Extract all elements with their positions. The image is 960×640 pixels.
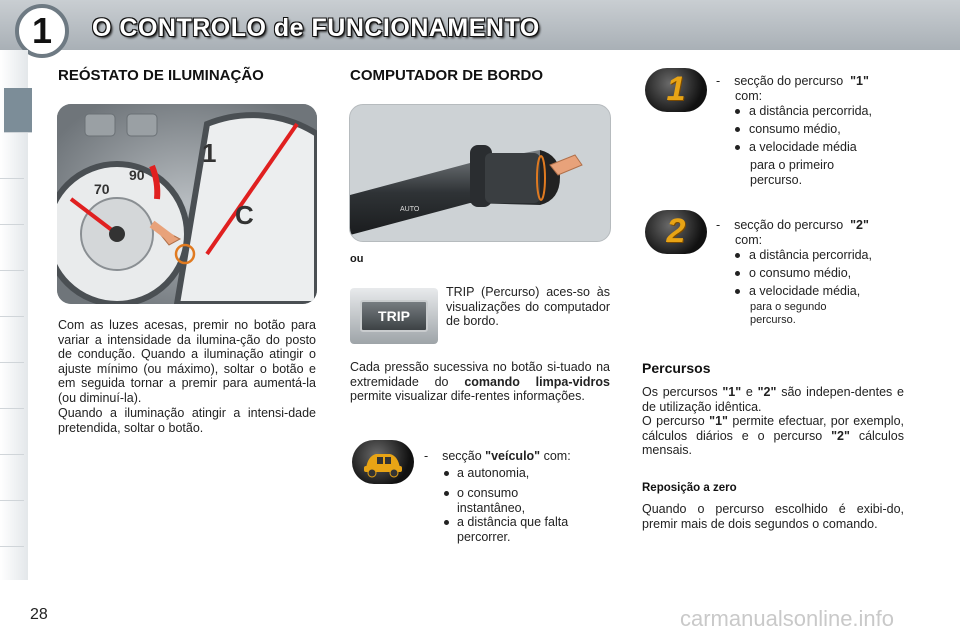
- gauge-tick-90: 90: [129, 167, 145, 183]
- chapter-tab-active[interactable]: [4, 88, 32, 133]
- bullet-icon: [444, 520, 449, 525]
- trips-p1a: Os percursos: [642, 385, 718, 399]
- chapter-tab[interactable]: [0, 318, 24, 363]
- vehicle-badge: [352, 440, 414, 484]
- vehicle-item-1: a autonomia,: [457, 466, 530, 480]
- wiper-stalk-graphic: [350, 105, 610, 241]
- car-icon: [352, 440, 414, 484]
- trips-paragraph-2: [642, 414, 904, 458]
- press-description: [350, 360, 610, 404]
- trip-1-note: para o primeiro percurso.: [750, 158, 835, 187]
- trips-p2e: cálculos mensais.: [642, 428, 904, 457]
- stalk-label: AUTO: [400, 206, 420, 213]
- watermark: carmanualsonline.info: [680, 606, 895, 631]
- bullet-icon: [735, 109, 740, 114]
- trip-1-item-1: a distância percorrida,: [749, 104, 872, 118]
- trips-paragraph-1: [642, 385, 904, 414]
- chapter-number-badge: 1: [15, 4, 69, 58]
- trip-2-suffix: com:: [735, 232, 763, 247]
- trip-button-illustration: [350, 288, 438, 344]
- chapter-tab[interactable]: [0, 272, 24, 317]
- vehicle-item-2: o consumo instantâneo,: [457, 486, 526, 515]
- trip-2-name: "2": [850, 218, 869, 232]
- header-bar: [0, 0, 960, 50]
- trips-p1e: são indepen-dentes e de utilização idêntica.: [642, 385, 904, 414]
- press-text-b: comando limpa-vidros: [464, 374, 610, 389]
- trip-button[interactable]: TRIP: [360, 300, 428, 332]
- trip-2-item-2: o consumo médio,: [749, 266, 852, 280]
- trip-1-name: "1": [850, 74, 869, 88]
- chapter-tab[interactable]: [0, 180, 24, 225]
- trip-2-prefix: secção do percurso: [734, 218, 844, 232]
- trip-1-badge: [645, 68, 707, 112]
- trip-2-badge-number: 2: [666, 212, 686, 250]
- chapter-tab[interactable]: [0, 456, 24, 501]
- trip-1-badge-number: 1: [666, 70, 686, 108]
- vehicle-item-3: a distância que falta percorrer.: [457, 515, 569, 544]
- trips-p2b: "1": [709, 414, 728, 428]
- dimmer-paragraph-2: Quando a iluminação atingir a intensi-dade pretendida, soltar o botão.: [58, 406, 316, 435]
- trips-heading: Percursos: [642, 360, 711, 376]
- gauge-tick-1: 1: [202, 138, 217, 168]
- vehicle-line: [424, 449, 571, 464]
- trip-1-item-2: consumo médio,: [749, 122, 841, 136]
- chapter-tab[interactable]: [0, 226, 24, 271]
- trip-1-prefix: secção do percurso: [734, 74, 844, 88]
- dimmer-paragraph-1: Com as luzes acesas, premir no botão para variar a intensidade da ilumina-ção do posto de condução. Quando a iluminação atingir o ajuste mínimo (ou máximo), soltar o botão e em seguida tornar a premir para aumentá-la (ou diminuí-la).: [58, 318, 316, 405]
- press-text-c: permite visualizar dife-rentes informações.: [350, 389, 585, 403]
- gauge-tick-70: 70: [94, 181, 110, 197]
- trip-2-line: [716, 218, 906, 247]
- trip-2-badge: [645, 210, 707, 254]
- bullet-icon: [735, 127, 740, 132]
- trip-2-dash: -: [716, 218, 721, 232]
- bullet-icon: [735, 145, 740, 150]
- trip-2-item-3: a velocidade média,: [749, 284, 861, 298]
- vehicle-prefix: secção: [442, 449, 482, 463]
- bullet-icon: [735, 289, 740, 294]
- bullet-icon: [444, 471, 449, 476]
- page-number: 28: [30, 606, 48, 623]
- vehicle-suffix: com:: [543, 449, 571, 463]
- computer-heading: COMPUTADOR DE BORDO: [350, 67, 544, 84]
- reset-heading: Reposição a zero: [642, 482, 737, 494]
- trip-description: TRIP (Percurso) aces-so às visualizações do computador de bordo.: [446, 285, 610, 328]
- trip-1-dash: -: [716, 74, 721, 88]
- trips-p2c: permite efectuar, por exemplo, cálculos diários e o percurso: [642, 414, 904, 443]
- trip-2-item-1: a distância percorrida,: [749, 248, 872, 262]
- press-text-a: Cada pressão sucessiva no botão si-tuado na extremidade do: [350, 360, 610, 389]
- vehicle-name: "veículo": [485, 449, 541, 463]
- gauge-tick-c: C: [235, 200, 254, 230]
- reset-paragraph: Quando o percurso escolhido é exibi-do, premir mais de dois segundos o comando.: [642, 502, 904, 531]
- trips-p2a: O percurso: [642, 414, 705, 428]
- chapter-title: O CONTROLO de FUNCIONAMENTO: [92, 14, 540, 42]
- chapter-tab[interactable]: [0, 502, 24, 547]
- trip-1-line: [716, 74, 906, 103]
- dimmer-heading: REÓSTATO DE ILUMINAÇÃO: [58, 67, 264, 84]
- chapter-tab[interactable]: [0, 134, 24, 179]
- trip-1-item-3: a velocidade média: [749, 140, 857, 154]
- chapter-tab[interactable]: [0, 364, 24, 409]
- trips-p1d: "2": [757, 385, 777, 399]
- trips-p2d: "2": [831, 428, 850, 443]
- or-label: ou: [350, 253, 364, 265]
- trips-p1b: "1": [722, 385, 742, 399]
- bullet-icon: [735, 271, 740, 276]
- chapter-tab-strip: [0, 50, 28, 580]
- dashboard-illustration: [57, 104, 317, 304]
- instrument-cluster-graphic: [57, 104, 317, 304]
- bullet-icon: [735, 253, 740, 258]
- wiper-stalk-illustration: [349, 104, 611, 242]
- trip-2-note: para o segundo percurso.: [750, 301, 827, 326]
- vehicle-dash: -: [424, 449, 429, 463]
- bullet-icon: [444, 491, 449, 496]
- trip-1-suffix: com:: [735, 88, 763, 103]
- chapter-tab[interactable]: [0, 410, 24, 455]
- trips-p1c: e: [745, 385, 753, 399]
